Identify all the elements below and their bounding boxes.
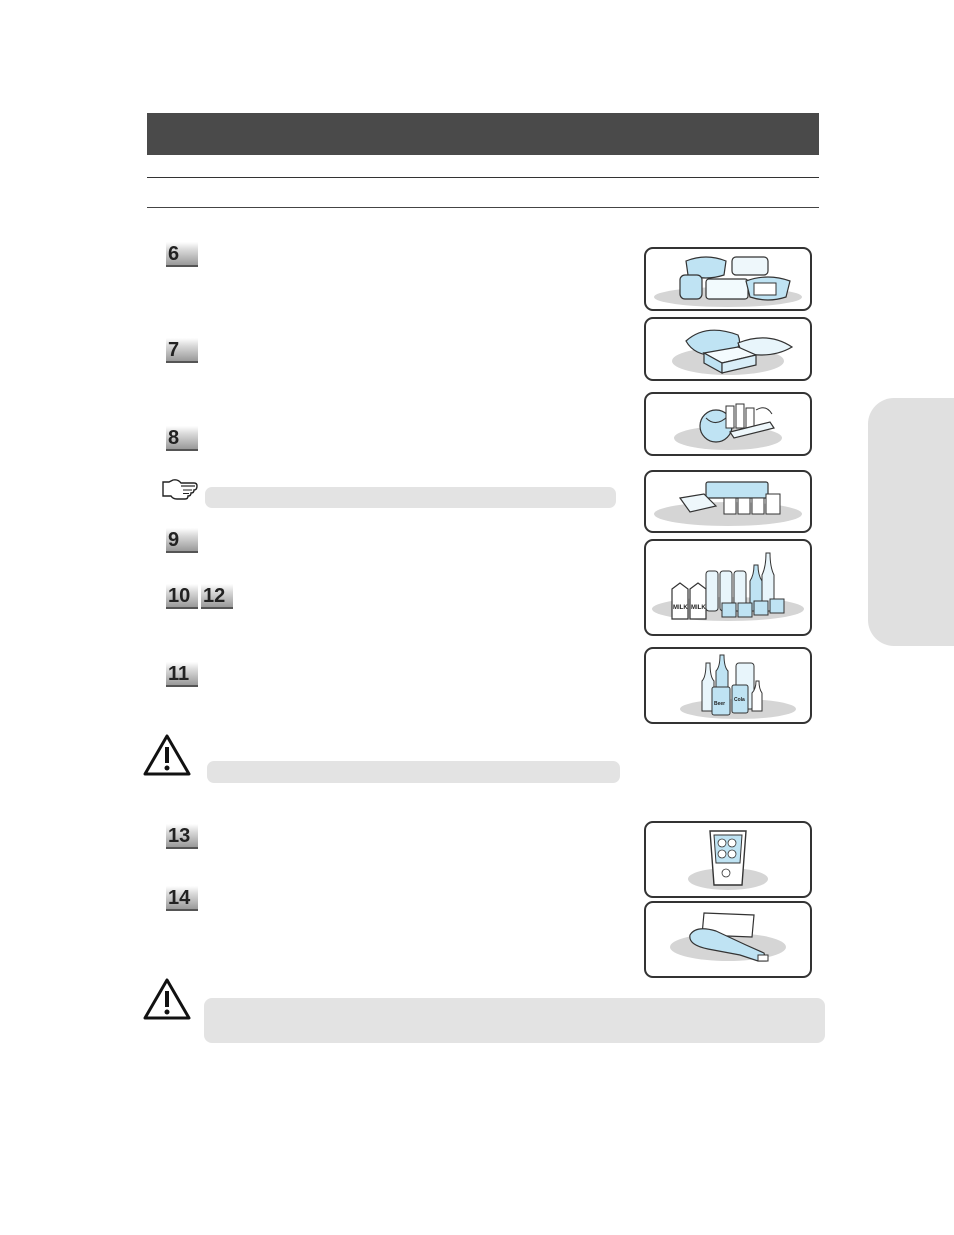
food-containers-illustration bbox=[644, 247, 812, 311]
warning-triangle-icon bbox=[143, 733, 191, 777]
bottom-rule bbox=[147, 207, 819, 208]
vegetables-illustration bbox=[644, 392, 812, 456]
header-bar bbox=[147, 113, 819, 155]
egg-container-illustration bbox=[644, 821, 812, 898]
meat-fish-illustration bbox=[644, 317, 812, 381]
dairy-illustration bbox=[644, 470, 812, 533]
badge-11: 11 bbox=[166, 662, 198, 687]
badge-12: 12 bbox=[201, 584, 233, 609]
chapter-side-tab bbox=[868, 398, 954, 646]
caution-box bbox=[204, 998, 825, 1043]
milk-label-2: MILK bbox=[691, 605, 706, 611]
milk-label-1: MILK bbox=[673, 605, 688, 611]
warning-triangle-icon bbox=[143, 977, 191, 1021]
note-bar bbox=[205, 487, 616, 508]
bottle-rack-illustration bbox=[644, 901, 812, 978]
badge-9: 9 bbox=[166, 528, 198, 553]
beer-label: Beer bbox=[714, 701, 726, 707]
badge-10: 10 bbox=[166, 584, 198, 609]
badge-6: 6 bbox=[166, 242, 198, 267]
drinks-milk-illustration bbox=[644, 539, 812, 636]
badge-14: 14 bbox=[166, 886, 198, 911]
pointing-hand-icon bbox=[161, 478, 199, 500]
cola-label: Cola bbox=[734, 697, 745, 703]
beverages-illustration bbox=[644, 647, 812, 724]
caution-bar bbox=[207, 761, 620, 783]
badge-8: 8 bbox=[166, 426, 198, 451]
top-rule bbox=[147, 177, 819, 178]
badge-7: 7 bbox=[166, 338, 198, 363]
badge-13: 13 bbox=[166, 824, 198, 849]
